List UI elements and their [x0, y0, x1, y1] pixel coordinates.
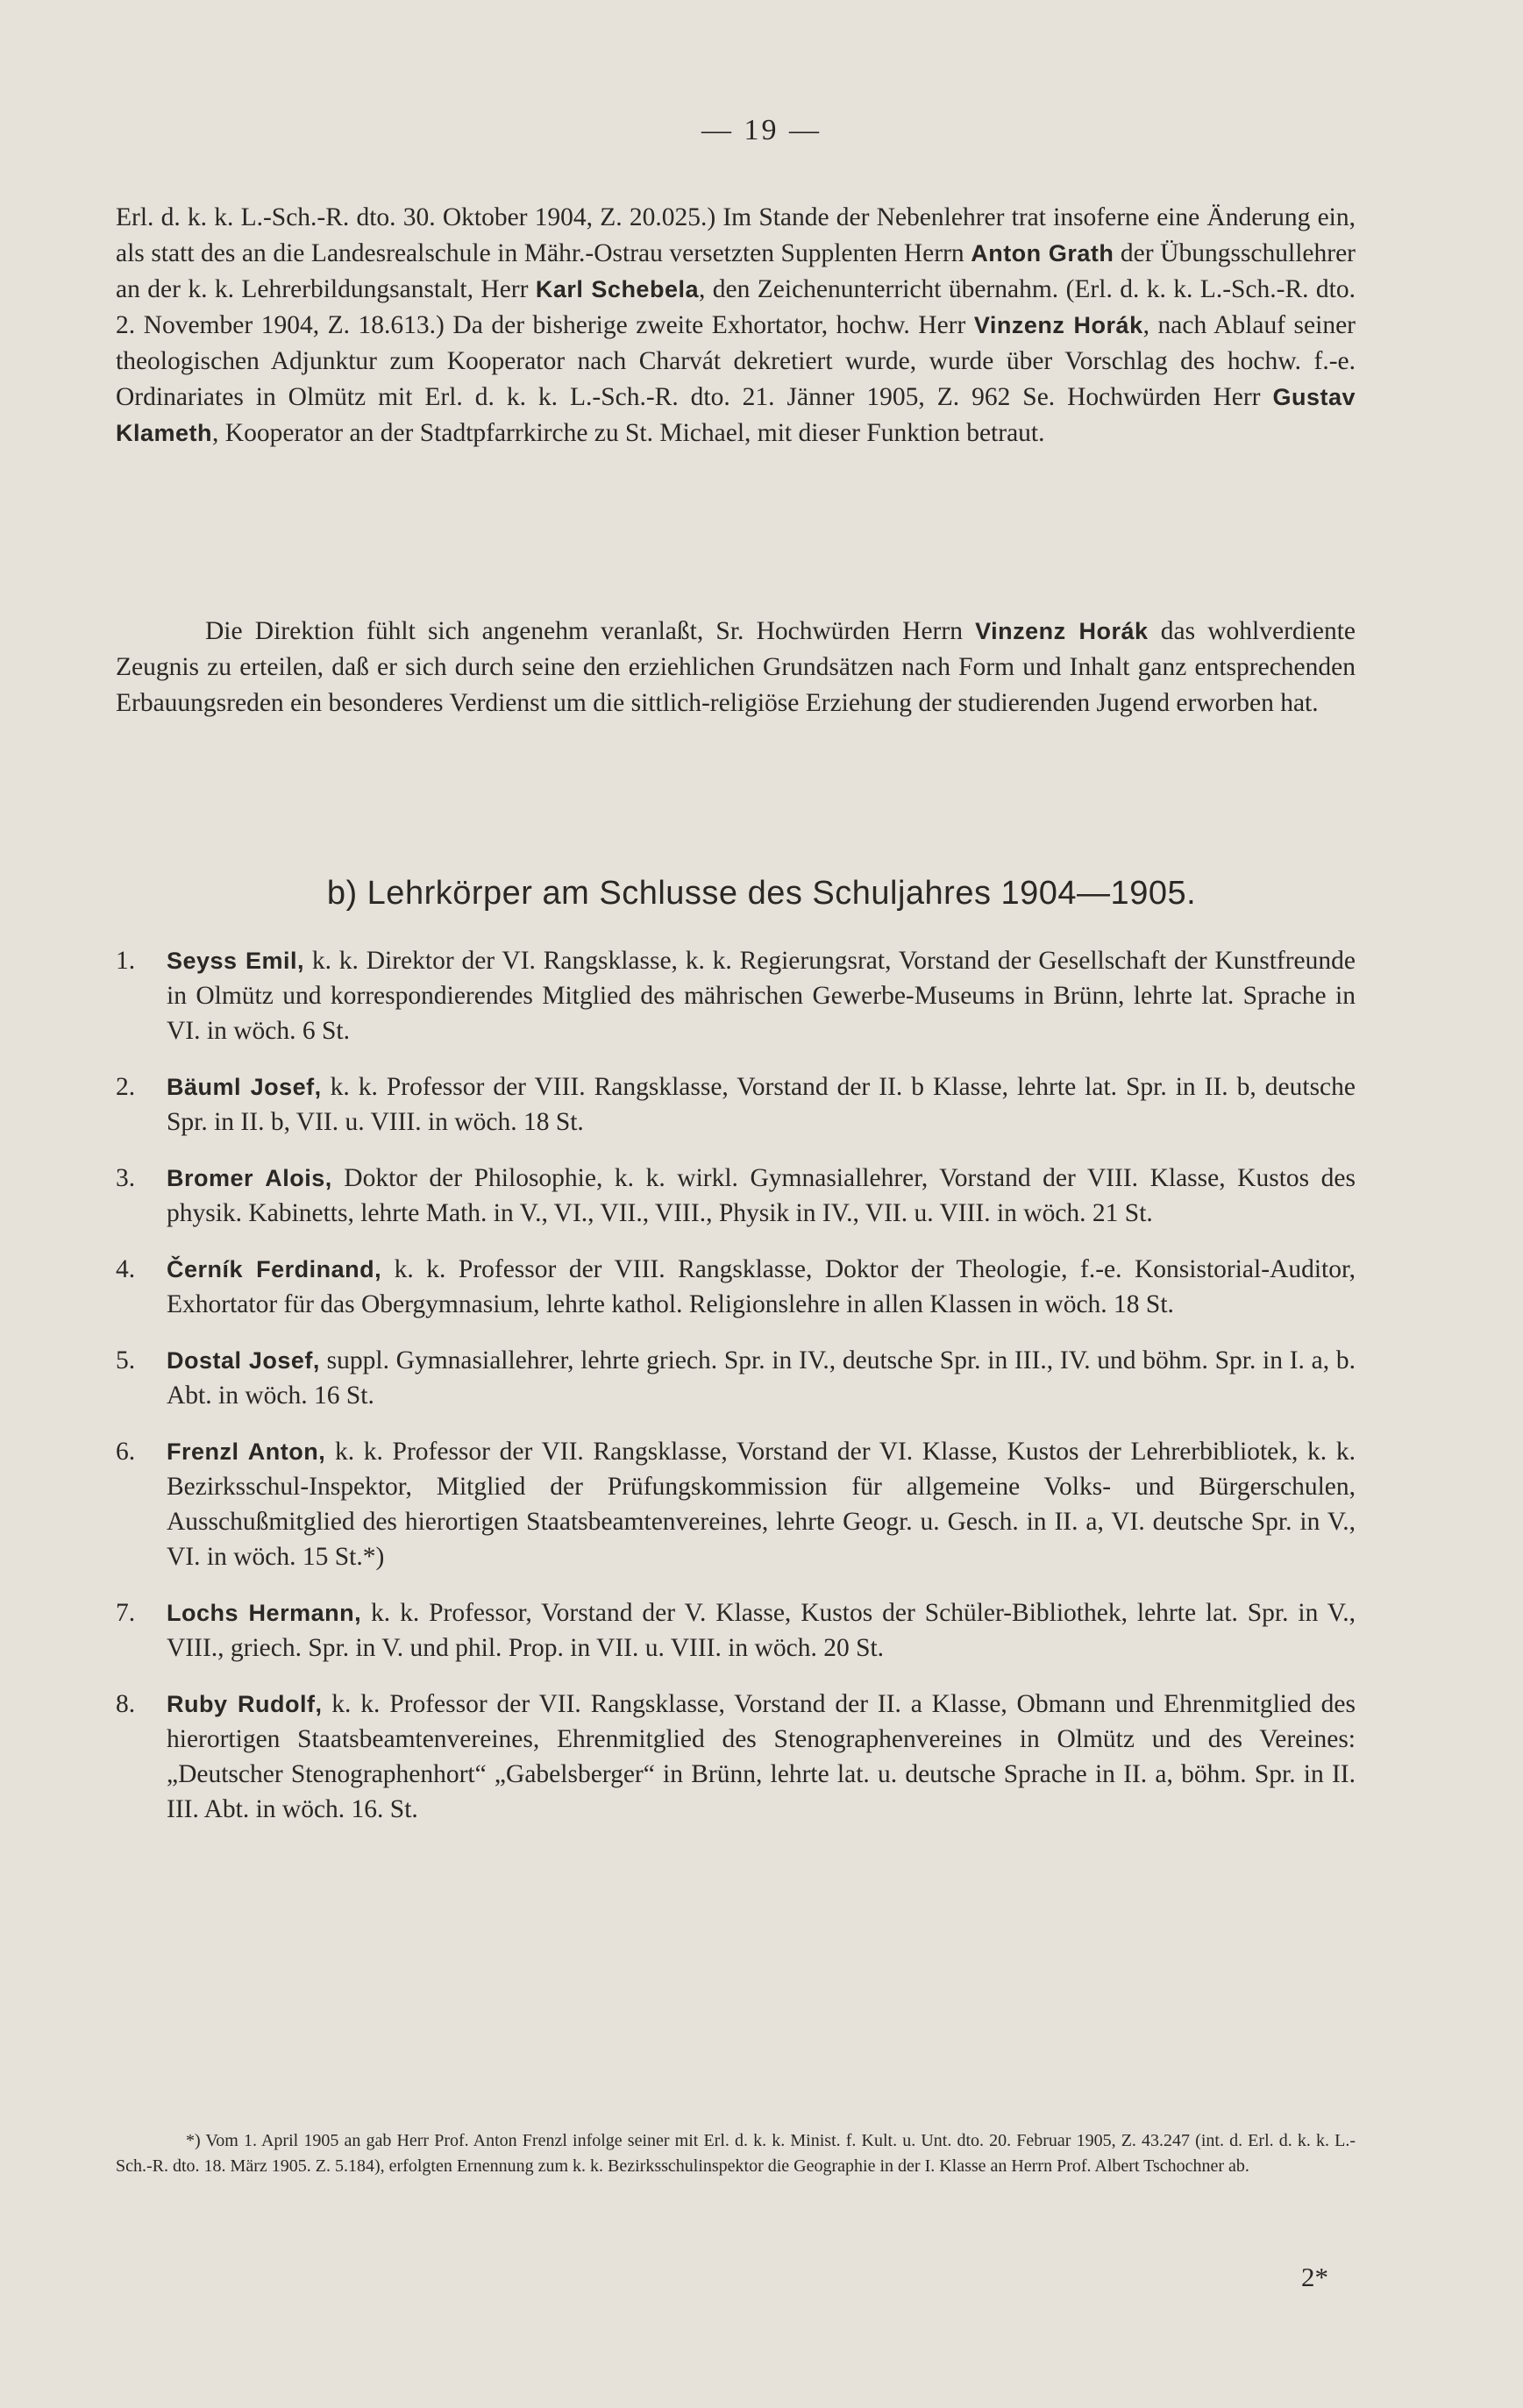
- staff-name: Bromer Alois,: [167, 1165, 332, 1191]
- paragraph-2: [116, 614, 1356, 721]
- staff-details: k. k. Professor der VII. Rangsklasse, Vorstand der II. a Klasse, Obmann und Ehrenmitglied des hierortigen Staatsbeamtenvereines, Ehrenmitglied des Stenographenvereines in Olmütz und des Vereines: „Deutscher Stenographenhort“ „Gabelsberger“ in Brünn, lehrte lat. u. deutsche Sprache in II. a, böhm. Spr. in II. III. Abt. in wöch. 16. St.: [167, 1690, 1356, 1823]
- staff-details: Doktor der Philosophie, k. k. wirkl. Gymnasiallehrer, Vorstand der VIII. Klasse, Kustos des physik. Kabinetts, lehrte Math. in V., VI., VII., VIII., Physik in IV., VII. u. VIII. in wöch. 21 St.: [167, 1164, 1356, 1227]
- staff-entry: [116, 1434, 1356, 1574]
- entry-number: 3.: [116, 1164, 136, 1192]
- staff-entry: [116, 1687, 1356, 1827]
- staff-details: k. k. Professor der VIII. Rangsklasse, Vorstand der II. b Klasse, lehrte lat. Spr. in II. b, deutsche Spr. in II. b, VII. u. VIII. in wöch. 18 St.: [167, 1073, 1356, 1136]
- person-name: Vinzenz Horák: [973, 312, 1143, 338]
- staff-details: k. k. Professor der VIII. Rangsklasse, Doktor der Theologie, f.-e. Konsistorial-Auditor, Exhortator für das Obergymnasium, lehrte kathol. Religionslehre in allen Klassen in wöch. 18 St.: [167, 1255, 1356, 1318]
- paragraph-1-text: , den Zeichenunterricht übernahm. (Erl. d. k. k. L.-Sch.-R. dto. 2. November 1904, Z. 18.613.) Da der bisherige zweite Exhortator, hochw. Herr: [116, 275, 1356, 339]
- page-number: — 19 —: [701, 114, 822, 146]
- staff-name: Bäuml Josef,: [167, 1074, 322, 1100]
- staff-name: Ruby Rudolf,: [167, 1691, 323, 1717]
- entry-number: 5.: [116, 1346, 136, 1374]
- staff-entry: [116, 943, 1356, 1048]
- entry-number: 6.: [116, 1438, 136, 1466]
- staff-entry: [116, 1161, 1356, 1231]
- person-name: Vinzenz Horák: [975, 618, 1149, 644]
- staff-entry: [116, 1343, 1356, 1413]
- entry-number: 1.: [116, 947, 136, 975]
- entry-number: 7.: [116, 1599, 136, 1627]
- paragraph-1-text: , Kooperator an der Stadtpfarrkirche zu St. Michael, mit dieser Funktion betraut.: [212, 419, 1045, 447]
- staff-details: k. k. Direktor der VI. Rangsklasse, k. k. Regierungsrat, Vorstand der Gesellschaft der Kunstfreunde in Olmütz und korrespondierendes Mitglied des mährischen Gewerbe-Museums in Brünn, lehrte lat. Sprache in VI. in wöch. 6 St.: [167, 947, 1356, 1045]
- staff-entry: [116, 1252, 1356, 1322]
- entry-number: 8.: [116, 1690, 136, 1718]
- staff-name: Lochs Hermann,: [167, 1600, 362, 1626]
- staff-details: k. k. Professor, Vorstand der V. Klasse, Kustos der Schüler-Bibliothek, lehrte lat. Spr. in V., VIII., griech. Spr. in V. und phil. Prop. in VII. u. VIII. in wöch. 20 St.: [167, 1599, 1356, 1662]
- entry-number: 2.: [116, 1073, 136, 1101]
- footnote: [116, 2128, 1356, 2179]
- paragraph-1: [116, 200, 1356, 451]
- staff-name: Seyss Emil,: [167, 948, 305, 974]
- entry-number: 4.: [116, 1255, 136, 1283]
- staff-list: [116, 943, 1356, 1848]
- paragraph-1-text: , nach Ablauf seiner theologischen Adjunktur zum Kooperator nach Charvát dekretiert wurde, wurde über Vorschlag des hochw. f.-e. Ordinariates in Olmütz mit Erl. d. k. k. L.-Sch.-R. dto. 21. Jänner 1905, Z. 962 Se. Hochwürden Herr: [116, 311, 1356, 411]
- person-name: Karl Schebela: [535, 276, 699, 302]
- staff-name: Černík Ferdinand,: [167, 1256, 382, 1282]
- footnote-text: *) Vom 1. April 1905 an gab Herr Prof. Anton Frenzl infolge seiner mit Erl. d. k. k. Minist. f. Kult. u. Unt. dto. 20. Februar 1905, Z. 43.247 (int. d. Erl. d. k. k. L.-Sch.-R. dto. 18. März 1905. Z. 5.184), erfolgten Ernennung zum k. k. Bezirksschulinspektor die Geographie in der I. Klasse an Herrn Prof. Albert Tschochner ab.: [116, 2131, 1356, 2176]
- staff-entry: [116, 1069, 1356, 1140]
- section-heading: b) Lehrkörper am Schlusse des Schuljahres 1904—1905.: [326, 875, 1197, 912]
- staff-name: Dostal Josef,: [167, 1347, 320, 1374]
- staff-details: k. k. Professor der VII. Rangsklasse, Vorstand der VI. Klasse, Kustos der Lehrerbibliotek, k. k. Bezirksschul-Inspektor, Mitglied der Prüfungskommission für allgemeine Volks- und Bürgerschulen, Ausschußmitglied des hierortigen Staatsbeamtenvereines, lehrte Geogr. u. Gesch. in II. a, VI. deutsche Spr. in V., VI. in wöch. 15 St.*): [167, 1438, 1356, 1571]
- staff-entry: [116, 1595, 1356, 1666]
- person-name: Gustav Klameth: [116, 384, 1356, 446]
- paragraph-1-text: Erl. d. k. k. L.-Sch.-R. dto. 30. Oktober 1904, Z. 20.025.) Im Stande der Nebenlehrer trat insoferne eine Änderung ein, als statt des an die Landesrealschule in Mähr.-Ostrau versetzten Supplenten Herrn: [116, 203, 1356, 267]
- paragraph-2-text: Die Direktion fühlt sich angenehm veranlaßt, Sr. Hochwürden Herrn: [205, 617, 976, 645]
- paragraph-1-text: der Übungsschullehrer an der k. k. Lehrerbildungsanstalt, Herr: [116, 239, 1356, 303]
- paragraph-2-text: das wohlverdiente Zeugnis zu erteilen, daß er sich durch seine den erziehlichen Grundsätzen nach Form und Inhalt ganz entsprechenden Erbauungsreden ein besonderes Verdienst um die sittlich-religiöse Erziehung der studierenden Jugend erworben hat.: [116, 617, 1356, 717]
- person-name: Anton Grath: [971, 240, 1114, 266]
- staff-name: Frenzl Anton,: [167, 1438, 326, 1465]
- signature-mark: 2*: [1301, 2262, 1328, 2292]
- staff-details: suppl. Gymnasiallehrer, lehrte griech. Spr. in IV., deutsche Spr. in III., IV. und böhm. Spr. in I. a, b. Abt. in wöch. 16 St.: [167, 1346, 1356, 1410]
